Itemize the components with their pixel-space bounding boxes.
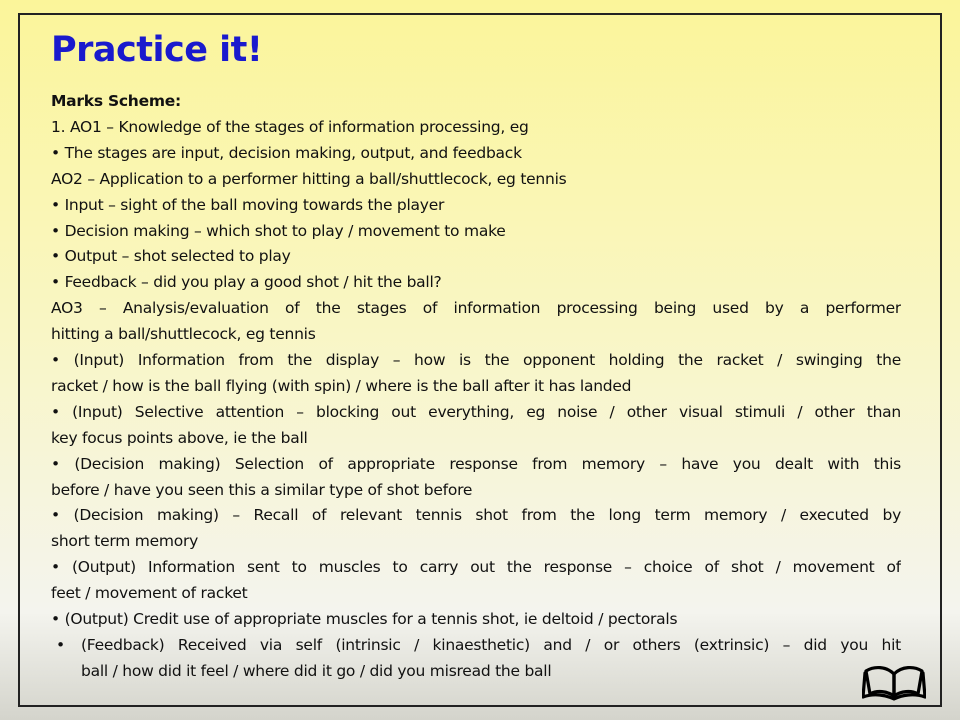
text-line: racket / how is the ball flying (with spin) / where is the ball after it has landed bbox=[51, 376, 632, 395]
marks-scheme-heading: Marks Scheme: bbox=[51, 92, 181, 110]
text-line: AO2 – Application to a performer hitting a ball/shuttlecock, eg tennis bbox=[51, 169, 567, 188]
text-line: • (Output) Information sent to muscles to carry out the response – choice of shot / movement of bbox=[51, 558, 901, 577]
text-line: 1. AO1 – Knowledge of the stages of information processing, eg bbox=[51, 117, 529, 136]
text-line: • (Output) Credit use of appropriate muscles for a tennis shot, ie deltoid / pectorals bbox=[51, 610, 678, 629]
text-line: • Decision making – which shot to play / movement to make bbox=[51, 221, 506, 240]
text-line: • Output – shot selected to play bbox=[51, 247, 291, 266]
feedback-bullet bbox=[51, 633, 901, 685]
text-line: • Feedback – did you play a good shot / hit the ball? bbox=[51, 273, 442, 292]
text-line: • (Input) Selective attention – blocking out everything, eg noise / other visual stimuli / other than bbox=[51, 402, 901, 421]
text-line: • (Decision making) Selection of appropriate response from memory – have you dealt with this bbox=[51, 454, 901, 473]
marks-scheme-content bbox=[51, 89, 901, 685]
text-line: ball / how did it feel / where did it go / did you misread the ball bbox=[81, 661, 552, 680]
bullet-marker: • bbox=[56, 635, 66, 654]
slide-title: Practice it! bbox=[51, 30, 263, 70]
text-line: before / have you seen this a similar type of shot before bbox=[51, 480, 473, 499]
text-line: • The stages are input, decision making, output, and feedback bbox=[51, 143, 522, 162]
open-book-icon bbox=[862, 662, 926, 702]
text-line: (Feedback) Received via self (intrinsic / kinaesthetic) and / or others (extrinsic) – did you hit bbox=[81, 635, 901, 654]
text-line: key focus points above, ie the ball bbox=[51, 428, 308, 447]
text-line: • (Decision making) – Recall of relevant tennis shot from the long term memory / executed by bbox=[51, 506, 901, 525]
text-line: • Input – sight of the ball moving towards the player bbox=[51, 195, 445, 214]
text-line: short term memory bbox=[51, 532, 199, 551]
text-line: AO3 – Analysis/evaluation of the stages of information processing being used by a performer bbox=[51, 299, 901, 318]
text-line: hitting a ball/shuttlecock, eg tennis bbox=[51, 325, 316, 344]
text-line: feet / movement of racket bbox=[51, 584, 248, 603]
text-line: • (Input) Information from the display – how is the opponent holding the racket / swinging the bbox=[51, 351, 901, 370]
